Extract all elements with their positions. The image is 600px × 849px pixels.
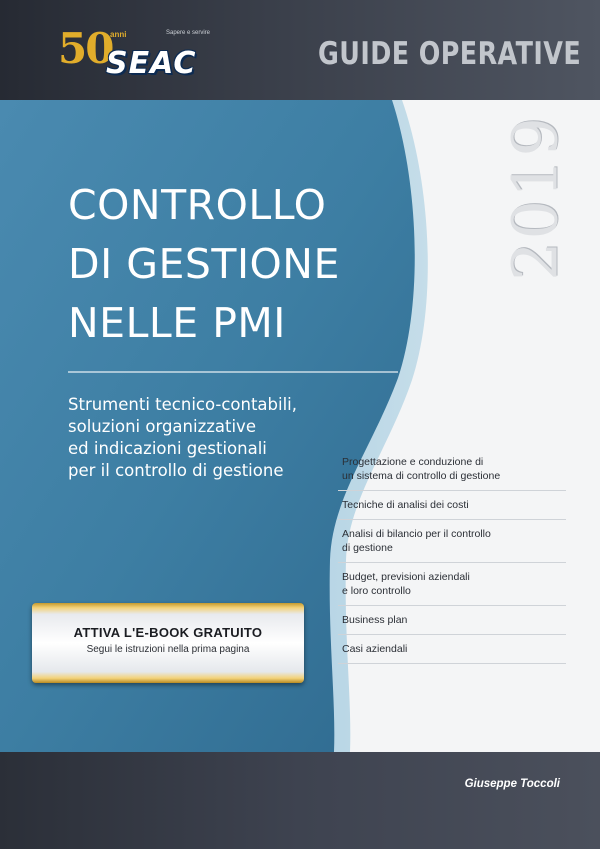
title-line: DI GESTIONE: [68, 240, 340, 288]
edition-year: 2019: [498, 115, 572, 281]
title-divider: [68, 371, 398, 373]
topic-item: [338, 520, 566, 563]
logo-wordmark: SEAC: [106, 46, 197, 81]
series-label: GUIDE OPERATIVE: [318, 36, 582, 72]
subtitle-line: Strumenti tecnico-contabili,: [68, 395, 298, 414]
topic-item: [338, 563, 566, 606]
title-line: NELLE PMI: [68, 299, 286, 347]
topic-line: Progettazione e conduzione di: [342, 456, 484, 468]
logo-anniversary-number: 50: [58, 24, 113, 73]
topic-item: [338, 448, 566, 491]
topic-line: Budget, previsioni aziendali: [342, 571, 470, 583]
topic-line: Business plan: [342, 614, 408, 626]
subtitle-line: soluzioni organizzative: [68, 417, 256, 436]
subtitle-line: per il controllo di gestione: [68, 461, 284, 480]
logo-anniversary-label: anni: [110, 30, 127, 39]
topic-item: [338, 491, 566, 520]
topic-line: Analisi di bilancio per il controllo: [342, 528, 491, 540]
ebook-banner: [32, 603, 304, 683]
book-title: [68, 176, 398, 353]
ebook-banner-subtitle: Segui le istruzioni nella prima pagina: [86, 644, 250, 655]
bottom-band: [0, 752, 600, 849]
topic-line: di gestione: [342, 542, 393, 554]
book-subtitle: [68, 394, 368, 482]
topic-item: [338, 635, 566, 664]
topic-line: un sistema di controllo di gestione: [342, 470, 501, 482]
ebook-banner-title: ATTIVA L'E-BOOK GRATUITO: [73, 625, 263, 640]
author-name: Giuseppe Toccoli: [464, 778, 560, 790]
topic-line: Tecniche di analisi dei costi: [342, 499, 469, 511]
title-line: CONTROLLO: [68, 181, 327, 229]
subtitle-line: ed indicazioni gestionali: [68, 439, 267, 458]
topic-line: Casi aziendali: [342, 643, 408, 655]
topics-list: [338, 448, 566, 664]
logo-tagline: Sapere e servire: [166, 30, 211, 36]
topic-item: [338, 606, 566, 635]
topic-line: e loro controllo: [342, 585, 411, 597]
